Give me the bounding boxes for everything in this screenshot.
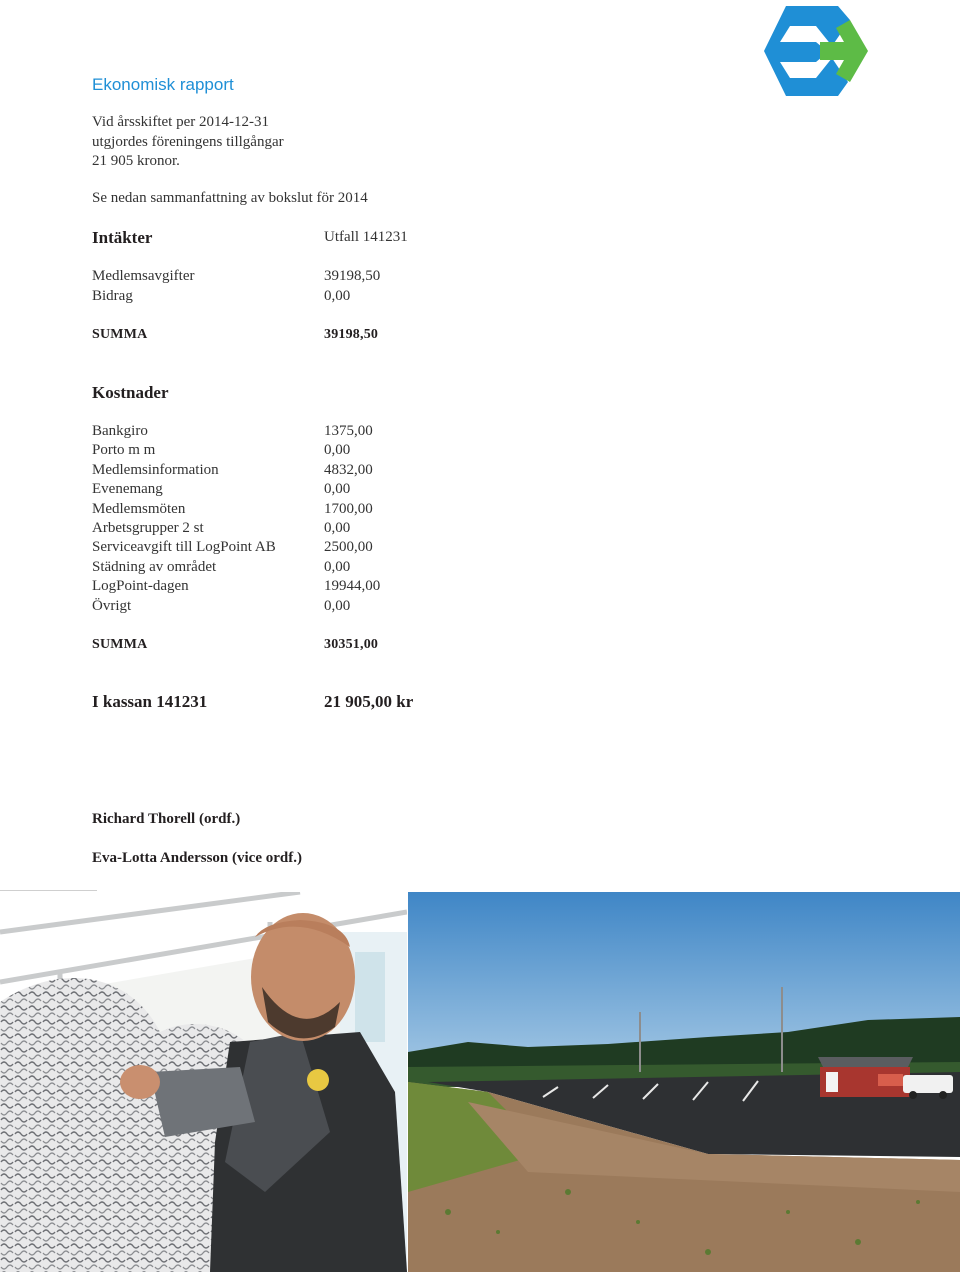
cost-row-value: 1700,00 <box>324 501 373 517</box>
cost-row-value: 2500,00 <box>324 539 373 555</box>
signature-vice-chair: Eva-Lotta Andersson (vice ordf.) <box>92 850 302 866</box>
cost-row <box>92 578 512 598</box>
cost-row-label: Medlemsmöten <box>92 501 186 517</box>
cost-row-label: Evenemang <box>92 481 163 497</box>
cash-total-value: 21 905,00 kr <box>324 692 414 711</box>
income-column-header: Utfall 141231 <box>324 229 408 245</box>
cost-row-value: 0,00 <box>324 442 351 458</box>
cost-row <box>92 442 512 462</box>
income-sum-value: 39198,50 <box>324 327 379 342</box>
cost-row-label: Medlemsinformation <box>92 462 219 478</box>
cost-row-label: Städning av området <box>92 559 217 575</box>
summary-line: Se nedan sammanfattning av bokslut för 2014 <box>92 190 368 206</box>
cost-row <box>92 559 512 579</box>
cost-row-label: Övrigt <box>92 598 132 614</box>
cost-row <box>92 598 512 618</box>
cost-row-label: Bankgiro <box>92 423 148 439</box>
cost-row-value: 0,00 <box>324 559 351 575</box>
cost-row-label: Porto m m <box>92 442 156 458</box>
cost-row-label: Arbetsgrupper 2 st <box>92 520 204 536</box>
income-row-label: Medlemsavgifter <box>92 268 195 284</box>
cost-row <box>92 520 512 540</box>
intro-line: utgjordes föreningens tillgångar <box>92 133 284 150</box>
income-row <box>92 268 512 288</box>
cost-row <box>92 481 512 501</box>
cost-row-value: 0,00 <box>324 598 351 614</box>
costs-sum-row <box>92 637 512 657</box>
cash-total-row <box>92 692 512 716</box>
cost-row <box>92 501 512 521</box>
costs-sum-value: 30351,00 <box>324 637 379 652</box>
income-sum-row <box>92 327 512 347</box>
income-row-label: Bidrag <box>92 288 133 304</box>
income-row-value: 0,00 <box>324 288 351 304</box>
logpoint-logo-icon <box>760 2 872 100</box>
cost-row-value: 0,00 <box>324 481 351 497</box>
income-sum-label: SUMMA <box>92 327 148 342</box>
costs-title: Kostnader <box>92 383 169 402</box>
cost-row-value: 1375,00 <box>324 423 373 439</box>
cost-row-value: 19944,00 <box>324 578 381 594</box>
cost-row <box>92 539 512 559</box>
signature-chair: Richard Thorell (ordf.) <box>92 811 241 827</box>
income-row <box>92 288 512 308</box>
divider <box>0 890 97 891</box>
cost-row-label: LogPoint-dagen <box>92 578 189 594</box>
intro-line: 21 905 kronor. <box>92 153 180 169</box>
income-title <box>92 228 408 248</box>
income-row-value: 39198,50 <box>324 268 381 284</box>
report-heading: Ekonomisk rapport <box>92 75 234 94</box>
costs-sum-label: SUMMA <box>92 637 148 652</box>
parking-lot-landscape-photo <box>408 892 960 1272</box>
cost-row <box>92 462 512 482</box>
cash-total-label: I kassan 141231 <box>92 692 208 711</box>
income-title-label: Intäkter <box>92 228 153 247</box>
cost-row-value: 4832,00 <box>324 462 373 478</box>
cost-row <box>92 423 512 443</box>
intro-line: Vid årsskiftet per 2014-12-31 <box>92 114 269 130</box>
man-with-tent-fabric-photo <box>0 892 407 1272</box>
intro-paragraph <box>92 113 284 172</box>
cost-row-label: Serviceavgift till LogPoint AB <box>92 539 276 555</box>
cost-row-value: 0,00 <box>324 520 351 536</box>
